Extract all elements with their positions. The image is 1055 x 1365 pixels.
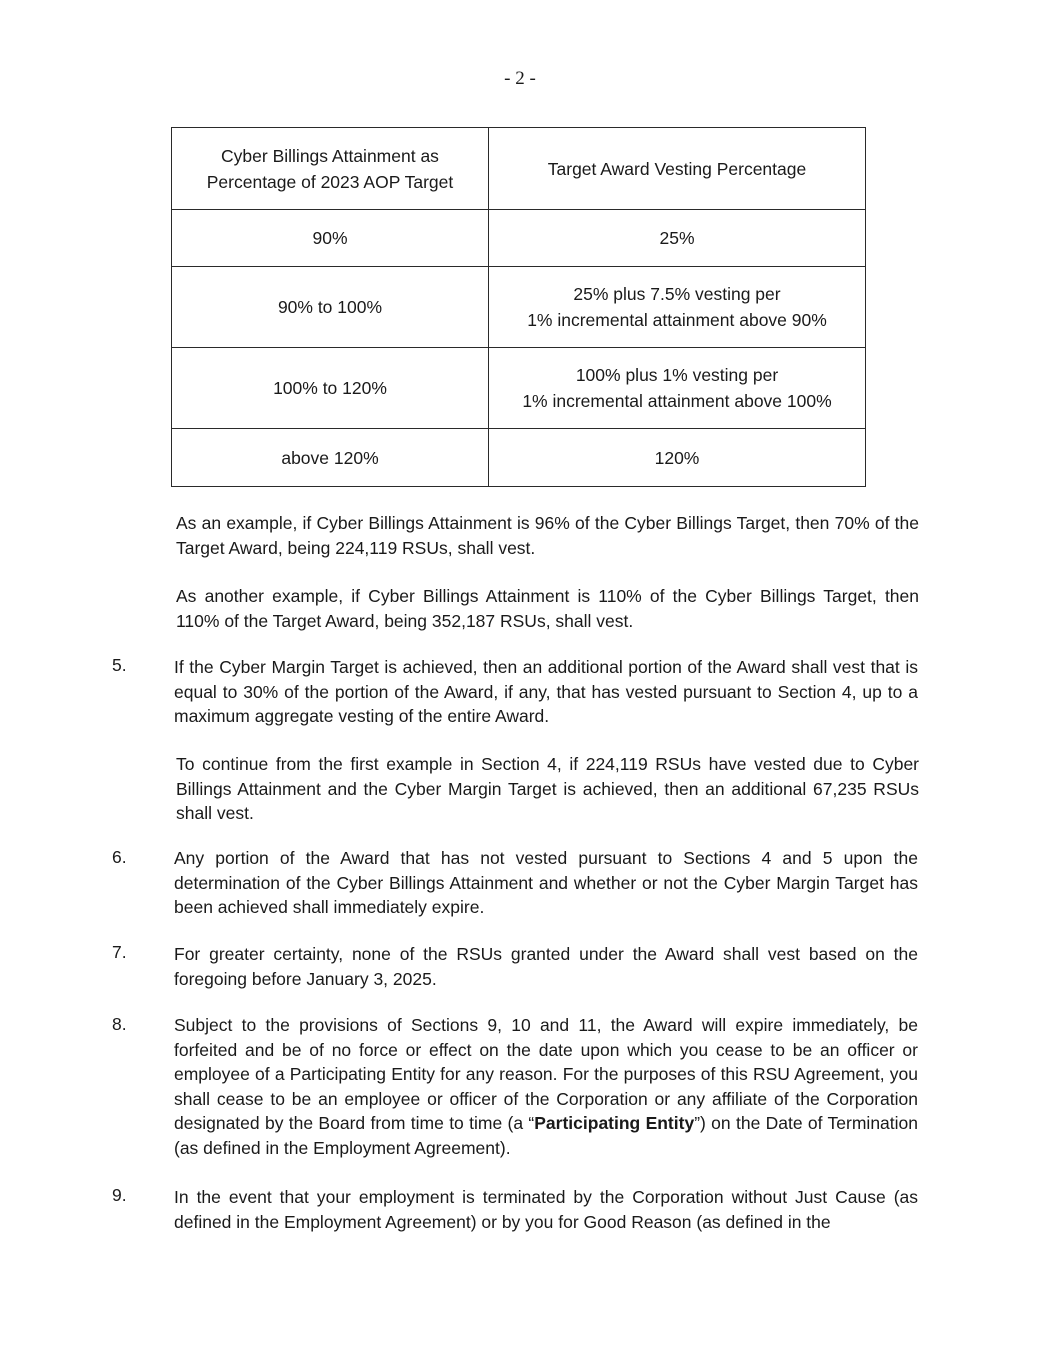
- section-number: 8.: [112, 1014, 127, 1034]
- vesting-line1: 25%: [659, 228, 695, 248]
- section-8-text: [174, 1013, 918, 1160]
- attainment-cell: 100% to 120%: [172, 348, 489, 429]
- section-7-text: For greater certainty, none of the RSUs granted under the Award shall vest based on the foregoing before January 3, 2025.: [174, 944, 918, 989]
- section-number: 7.: [112, 942, 127, 962]
- section-6-text: Any portion of the Award that has not vested pursuant to Sections 4 and 5 upon the determination of the Cyber Billings Attainment and whether or not the Cyber Margin Target has been achieved shall immediately expire.: [174, 848, 918, 917]
- header-attainment-line1: Cyber Billings Attainment as: [221, 145, 439, 166]
- section-5-continuation: To continue from the first example in Section 4, if 224,119 RSUs have vested due to Cyber Billings Attainment and the Cyber Margin Target is achieved, then an additional 67,235 RSUs shall vest.: [176, 754, 919, 823]
- header-vesting: Target Award Vesting Percentage: [489, 128, 866, 210]
- vesting-line2: 1% incremental attainment above 100%: [522, 391, 832, 411]
- vesting-line1: 120%: [654, 447, 700, 468]
- vesting-cell: [489, 210, 866, 267]
- section-8-text-after: ”) on the Date of Termination (as defined in the Employment Agreement).: [174, 1113, 919, 1158]
- vesting-cell: [489, 348, 866, 429]
- section-9-text: In the event that your employment is terminated by the Corporation without Just Cause (as defined in the Employment Agreement) or by you for Good Reason (as defined in the: [174, 1187, 918, 1232]
- vesting-line1: 100% plus 1% vesting per: [575, 365, 779, 385]
- defined-term-participating-entity: Participating Entity: [534, 1113, 695, 1133]
- table-row: [172, 210, 866, 267]
- vesting-table: [171, 127, 866, 487]
- section-number: 9.: [112, 1185, 127, 1205]
- section-number: 5.: [112, 655, 127, 675]
- attainment-cell: 90%: [172, 210, 489, 267]
- attainment-cell: above 120%: [172, 429, 489, 487]
- vesting-cell: [489, 429, 866, 487]
- table-row: [172, 429, 866, 487]
- header-attainment-line2: Percentage of 2023 AOP Target: [206, 171, 454, 192]
- table-header-row: [172, 128, 866, 210]
- page-number: - 2 -: [504, 68, 536, 89]
- example-paragraph-2: As another example, if Cyber Billings Attainment is 110% of the Cyber Billings Target, then 110% of the Target Award, being 352,187 RSUs, shall vest.: [176, 586, 919, 631]
- section-8-text-before: Subject to the provisions of Sections 9, 10 and 11, the Award will expire immediately, be forfeited and be of no force or effect on the date upon which you cease to be an officer or employee of a Participating Entity for any reason. For the purposes of this RSU Agreement, you shall cease to be an employee or officer of the Corporation or any affiliate of the Corporation designated by the Board from time to time (a “: [174, 1015, 918, 1133]
- example-paragraph-1: As an example, if Cyber Billings Attainment is 96% of the Cyber Billings Target, then 70% of the Target Award, being 224,119 RSUs, shall vest.: [176, 513, 919, 558]
- vesting-cell: [489, 267, 866, 348]
- vesting-line2: 1% incremental attainment above 90%: [527, 310, 827, 330]
- attainment-cell: 90% to 100%: [172, 267, 489, 348]
- section-number: 6.: [112, 847, 127, 867]
- table-row: [172, 267, 866, 348]
- section-5-text: If the Cyber Margin Target is achieved, then an additional portion of the Award shall vest that is equal to 30% of the portion of the Award, if any, that has vested pursuant to Section 4, up to a maximum aggregate vesting of the entire Award.: [174, 657, 918, 726]
- header-attainment: [172, 128, 489, 210]
- vesting-line1: 25% plus 7.5% vesting per: [573, 284, 781, 304]
- table-row: [172, 348, 866, 429]
